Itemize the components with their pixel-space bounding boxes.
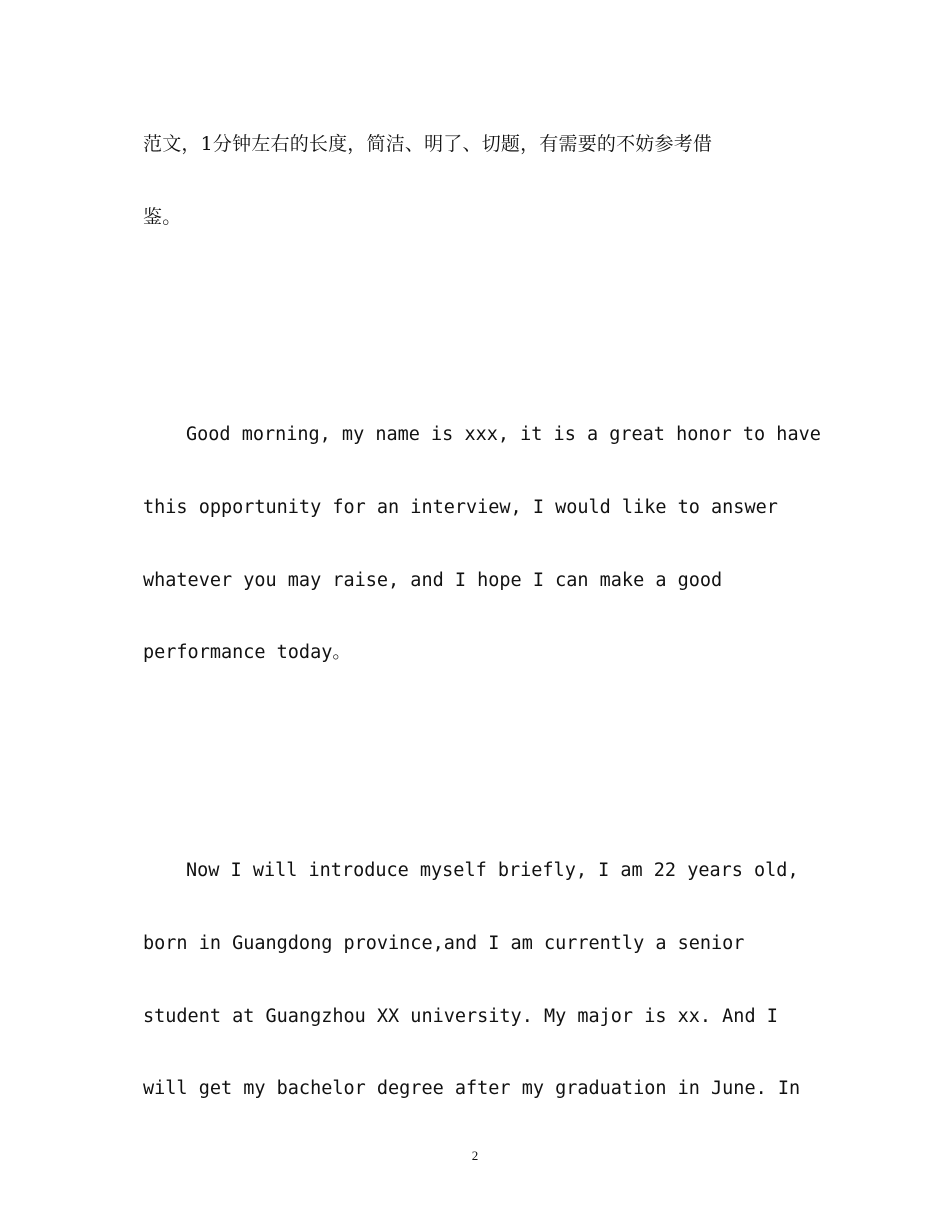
paragraph1-line-3: whatever you may raise, and I hope I can make a good [143,570,723,591]
paragraph1-line-1: Good morning, my name is xxx, it is a great honor to have [186,424,821,445]
paragraph2-line-3: student at Guangzhou XX university. My major is xx. And I [143,1006,778,1027]
paragraph1-line-2: this opportunity for an interview, I would like to answer [143,497,778,518]
intro-line-1: 范文，1分钟左右的长度，简洁、明了、切题，有需要的不妨参考借 [143,133,713,155]
page-number: 2 [471,1148,479,1163]
paragraph1-line-4: performance today。 [143,642,351,663]
intro-line-2: 鉴。 [143,206,182,228]
paragraph2-line-4: will get my bachelor degree after my graduation in June. In [143,1078,801,1099]
paragraph2-line-2: born in Guangdong province,and I am currently a senior [143,933,745,954]
paragraph2-line-1: Now I will introduce myself briefly, I am 22 years old, [186,860,799,881]
